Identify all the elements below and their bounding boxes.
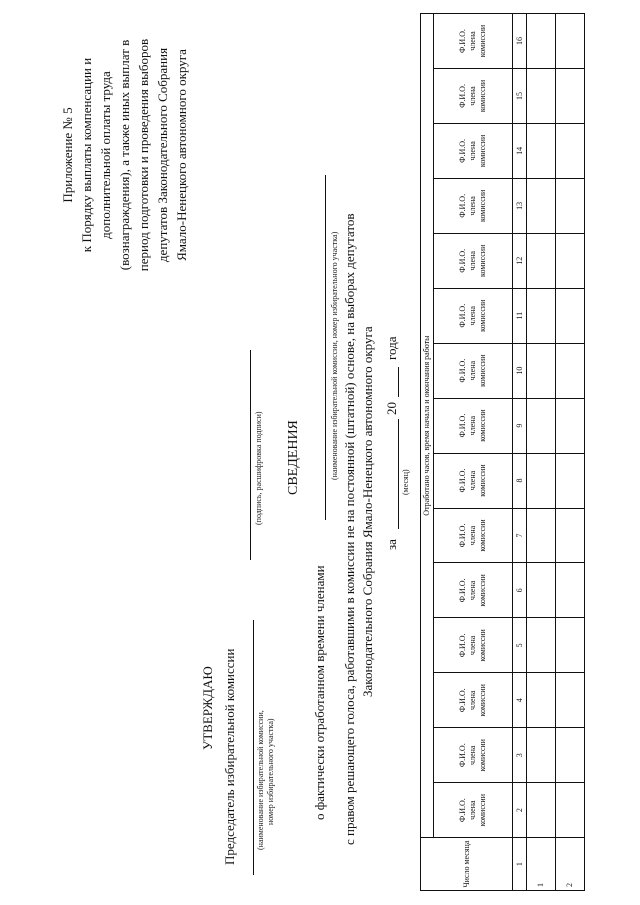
member-header-text: Ф.И.О.	[458, 193, 467, 218]
hours-cell	[527, 453, 556, 508]
member-header-text: Ф.И.О.	[458, 688, 467, 713]
column-number: 11	[513, 288, 527, 343]
member-header-row	[434, 14, 513, 891]
column-number: 14	[513, 123, 527, 178]
member-header-text: члена	[468, 415, 477, 436]
hours-cell	[556, 728, 585, 783]
member-header-text: Ф.И.О.	[458, 248, 467, 273]
hours-cell	[556, 398, 585, 453]
caption-month: (месяц)	[401, 469, 410, 495]
member-header-text: члена	[468, 635, 477, 656]
column-number: 9	[513, 398, 527, 453]
hours-cell	[556, 453, 585, 508]
hours-cell	[527, 14, 556, 69]
member-header-cell	[434, 453, 513, 508]
document-title: СВЕДЕНИЯ	[286, 420, 301, 495]
member-header-text: члена	[468, 745, 477, 765]
member-header-text: Ф.И.О.	[458, 468, 467, 493]
column-number: 16	[513, 14, 527, 69]
month-line	[398, 419, 399, 529]
column-number-row	[513, 14, 527, 891]
member-header-text: члена	[468, 196, 477, 216]
column-number: 4	[513, 673, 527, 728]
member-header-cell	[434, 178, 513, 233]
member-header-cell	[434, 618, 513, 673]
member-header-text: члена	[468, 800, 477, 820]
member-header-cell	[434, 69, 513, 124]
column-number: 6	[513, 563, 527, 618]
table-row	[556, 14, 585, 891]
member-header-text: комиссии	[478, 684, 487, 717]
member-header-text: члена	[468, 31, 477, 51]
column-number: 12	[513, 233, 527, 288]
member-header-text: комиссии	[478, 409, 487, 442]
member-header-text: комиссии	[478, 79, 487, 113]
member-header-text: комиссии	[478, 464, 487, 497]
appendix-line-6: Ямало-Ненецкого автономного округа	[174, 49, 189, 261]
hours-cell	[556, 618, 585, 673]
member-header-cell	[434, 673, 513, 728]
member-header-text: Ф.И.О.	[458, 358, 467, 383]
hours-cell	[556, 783, 585, 838]
member-header-cell	[434, 728, 513, 783]
column-number: 7	[513, 508, 527, 563]
hours-cell	[556, 123, 585, 178]
hours-cell	[527, 783, 556, 838]
member-header-text: комиссии	[478, 189, 487, 223]
member-header-text: комиссии	[478, 244, 487, 277]
member-header-text: Ф.И.О.	[458, 523, 467, 548]
member-header-text: члена	[468, 86, 477, 106]
member-header-cell	[434, 123, 513, 178]
column-number: 15	[513, 69, 527, 124]
column-number: 10	[513, 343, 527, 398]
member-header-cell	[434, 14, 513, 69]
approval-position: Председатель избирательной комиссии	[222, 648, 237, 865]
member-header-text: члена	[468, 470, 477, 491]
member-header-text: комиссии	[478, 739, 487, 772]
member-header-text: комиссии	[478, 574, 487, 607]
column-number: 2	[513, 783, 527, 838]
member-header-text: Ф.И.О.	[458, 578, 467, 603]
appendix-line-5: депутатов Законодательного Собрания	[155, 47, 170, 263]
member-header-text: комиссии	[478, 299, 487, 332]
member-header-cell	[434, 233, 513, 288]
hours-cell	[556, 14, 585, 69]
commission-name-line	[325, 175, 326, 520]
approval-title: УТВЕРЖДАЮ	[200, 666, 215, 750]
appendix-block	[58, 5, 191, 305]
caption-commission-name: (наименование избирательной комиссии, номер избирательного участка)	[330, 231, 339, 480]
row-day-number: 1	[527, 838, 556, 891]
member-header-text: комиссии	[478, 134, 487, 168]
appendix-title: Приложение № 5	[60, 107, 75, 203]
hours-cell	[527, 728, 556, 783]
hours-cell	[527, 508, 556, 563]
column-number: 13	[513, 178, 527, 233]
hours-cell	[527, 123, 556, 178]
appendix-line-2: дополнительной оплаты труда	[98, 71, 113, 239]
appendix-line-4: период подготовки и проведения выборов	[136, 38, 151, 272]
member-header-text: члена	[468, 251, 477, 271]
commission-line	[253, 620, 254, 875]
member-header-text: Ф.И.О.	[458, 303, 467, 328]
member-header-cell	[434, 563, 513, 618]
member-header-text: комиссии	[478, 354, 487, 387]
hours-cell	[556, 343, 585, 398]
member-header-text: Ф.И.О.	[458, 633, 467, 658]
hours-cell	[556, 508, 585, 563]
member-header-text: члена	[468, 690, 477, 710]
member-header-cell	[434, 343, 513, 398]
hours-cell	[527, 673, 556, 728]
day-header-cell	[421, 838, 513, 891]
member-header-cell	[434, 288, 513, 343]
year-suffix: года	[384, 336, 399, 360]
member-header-text: Ф.И.О.	[458, 138, 467, 163]
member-header-text: комиссии	[478, 519, 487, 552]
caption-commission-1: (наименование избирательной комиссии,	[256, 710, 265, 850]
hours-cell	[527, 343, 556, 398]
member-header-text: комиссии	[478, 629, 487, 662]
hours-cell	[556, 673, 585, 728]
hours-cell	[527, 288, 556, 343]
heading-line-2: с правом решающего голоса, работавшими в комиссии не на постоянной (штатной) основе, на выборах депутатов	[342, 213, 357, 845]
member-header-text: члена	[468, 580, 477, 601]
hours-table	[420, 13, 585, 891]
day-header: Число месяца	[461, 840, 471, 888]
hours-cell	[556, 288, 585, 343]
appendix-line-1: к Порядку выплаты компенсации и	[79, 57, 94, 253]
member-header-text: комиссии	[478, 794, 487, 827]
member-header-text: Ф.И.О.	[458, 29, 467, 53]
hours-cell	[527, 233, 556, 288]
member-header-text: Ф.И.О.	[458, 743, 467, 768]
member-header-text: Ф.И.О.	[458, 798, 467, 823]
group-header-cell	[421, 14, 434, 838]
year-line	[398, 367, 399, 397]
appendix-line-3: (вознаграждения), а также иных выплат в	[117, 39, 132, 271]
column-number: 1	[513, 838, 527, 891]
year-prefix: 20	[384, 402, 399, 415]
hours-cell	[527, 398, 556, 453]
member-header-text: члена	[468, 525, 477, 546]
hours-cell	[556, 69, 585, 124]
hours-cell	[556, 178, 585, 233]
caption-signature: (подпись, расшифровка подписи)	[254, 411, 263, 525]
member-header-text: члена	[468, 306, 477, 326]
member-header-cell	[434, 508, 513, 563]
column-number: 8	[513, 453, 527, 508]
column-number: 3	[513, 728, 527, 783]
hours-cell	[556, 233, 585, 288]
hours-cell	[527, 618, 556, 673]
hours-cell	[527, 178, 556, 233]
member-header-cell	[434, 783, 513, 838]
period-za: за	[384, 539, 399, 550]
heading-line-1: о фактически отработанном времени членами	[312, 565, 327, 820]
heading-line-3: Законодательного Собрания Ямало-Ненецкого автономного округа	[360, 326, 375, 697]
hours-cell	[527, 563, 556, 618]
hours-cell	[527, 69, 556, 124]
signature-line	[250, 350, 251, 560]
member-header-text: члена	[468, 360, 477, 381]
caption-commission-2: номер избирательного участка)	[266, 718, 275, 825]
member-header-text: члена	[468, 141, 477, 161]
member-header-text: комиссии	[478, 24, 487, 58]
row-day-number: 2	[556, 838, 585, 891]
hours-cell	[556, 563, 585, 618]
member-header-cell	[434, 398, 513, 453]
group-header: Отработано часов, время начала и окончания работы	[422, 335, 431, 516]
member-header-text: Ф.И.О.	[458, 84, 467, 108]
table-row	[527, 14, 556, 891]
member-header-text: Ф.И.О.	[458, 413, 467, 438]
column-number: 5	[513, 618, 527, 673]
